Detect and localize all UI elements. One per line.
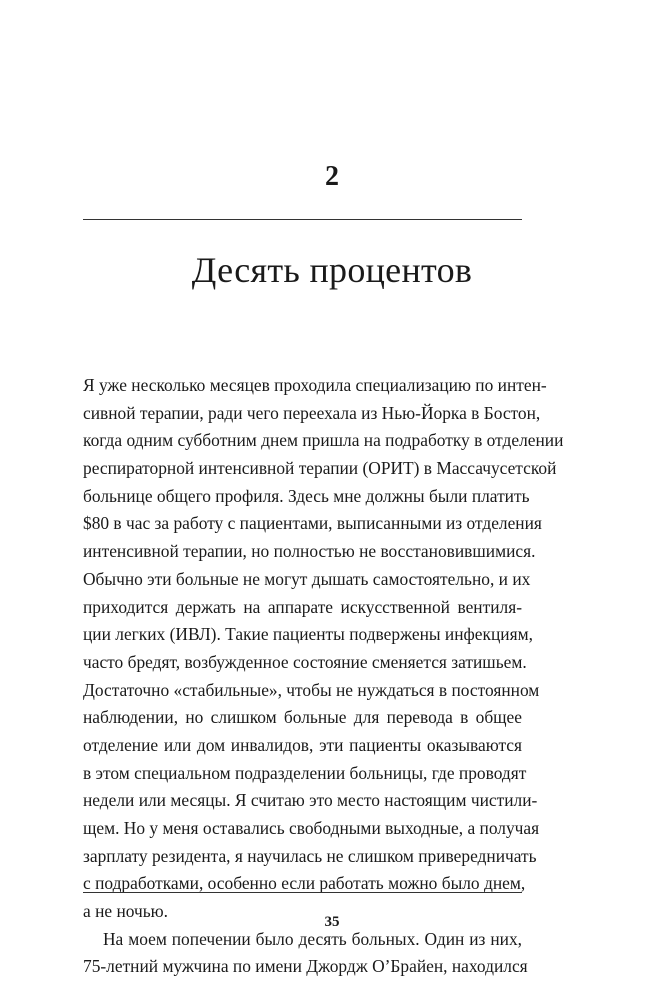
text-line: интенсивной терапии, но полностью не восстановившимися. bbox=[83, 541, 536, 562]
top-divider bbox=[83, 219, 522, 220]
text-line: когда одним субботним днем пришла на подработку в отделении bbox=[83, 430, 564, 451]
text-line: приходится держать на аппарате искусственной вентиля- bbox=[83, 596, 522, 617]
text-line: а не ночью. bbox=[83, 901, 169, 922]
text-line: респираторной интенсивной терапии (ОРИТ) в Массачусетской bbox=[83, 458, 557, 479]
text-line: отделение или дом инвалидов, эти пациенты оказываются bbox=[83, 734, 522, 755]
text-line: зарплату резидента, я научилась не слишком привередничать bbox=[83, 845, 537, 866]
text-line: ции легких (ИВЛ). Такие пациенты подвержены инфекциям, bbox=[83, 624, 533, 645]
bottom-divider bbox=[83, 892, 522, 893]
text-line: Достаточно «стабильные», чтобы не нуждаться в постоянном bbox=[83, 679, 540, 700]
text-line: щем. Но у меня оставались свободными выходные, а получая bbox=[83, 818, 540, 838]
text-line: Я уже несколько месяцев проходила специализацию по интен- bbox=[83, 375, 547, 395]
text-line: больнице общего профиля. Здесь мне должны были платить bbox=[83, 485, 530, 506]
page-number: 35 bbox=[324, 914, 340, 930]
chapter-title: Десять процентов bbox=[191, 250, 473, 290]
chapter-number: 2 bbox=[325, 161, 339, 192]
text-line: недели или месяцы. Я считаю это место настоящим чистили- bbox=[83, 790, 538, 811]
text-line: $80 в час за работу с пациентами, выписанными из отделения bbox=[83, 513, 542, 534]
text-line: 75-летний мужчина по имени Джордж О’Брайен, находился bbox=[83, 956, 528, 977]
text-line: На моем попечении было десять больных. Один из них, bbox=[103, 928, 522, 949]
text-line: сивной терапии, ради чего переехала из Нью-Йорка в Бостон, bbox=[83, 402, 541, 423]
text-line: часто бредят, возбужденное состояние сменяется затишьем. bbox=[83, 651, 527, 672]
text-line: в этом специальном подразделении больницы, где проводят bbox=[83, 762, 527, 783]
text-line: наблюдении, но слишком больные для перевода в общее bbox=[83, 707, 522, 728]
text-line: Обычно эти больные не могут дышать самостоятельно, и их bbox=[83, 568, 531, 589]
text-line: с подработками, особенно если работать можно было днем, bbox=[83, 873, 526, 894]
body-text bbox=[83, 372, 564, 981]
